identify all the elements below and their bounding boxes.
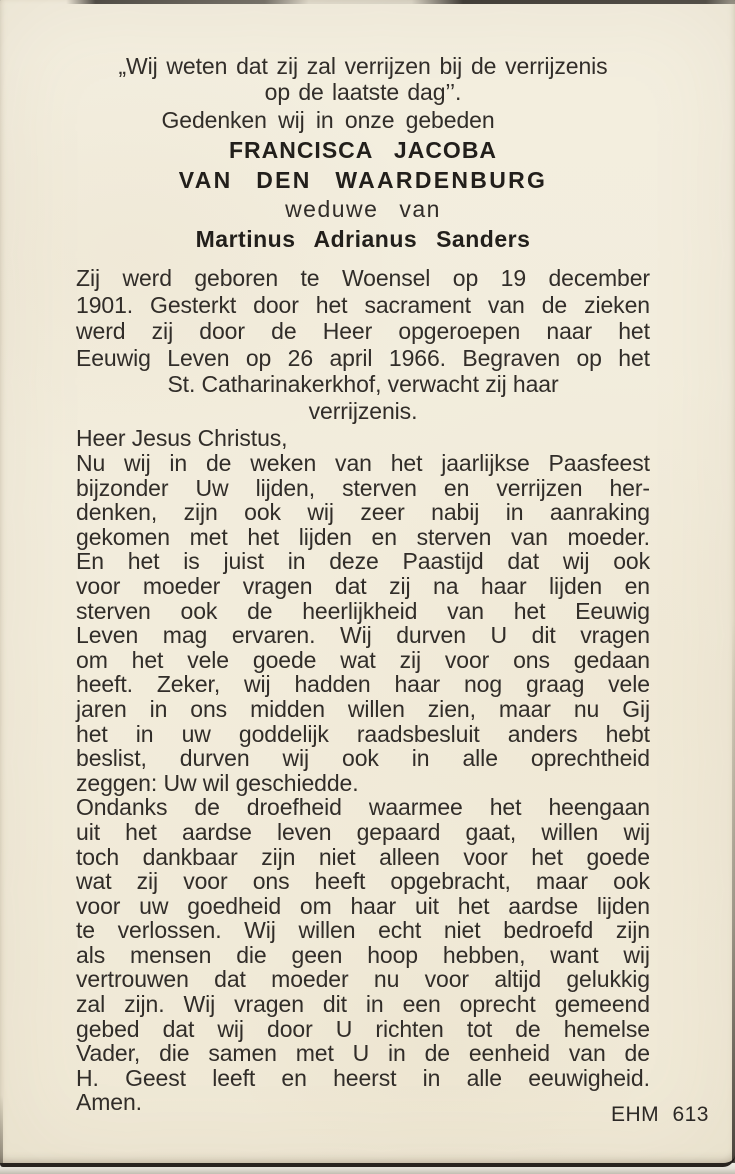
word: 1901. — [76, 291, 134, 318]
word: dat — [214, 966, 246, 993]
biography-paragraph — [76, 265, 650, 424]
word: heeft. — [76, 671, 133, 698]
word: zeer — [360, 499, 405, 526]
word: Wij — [339, 622, 372, 649]
word: Eeuwig — [76, 344, 151, 371]
word: sterven — [342, 474, 417, 501]
word: het — [513, 597, 546, 624]
word: wij — [623, 941, 650, 968]
word: het — [131, 646, 164, 673]
word: zien, — [427, 695, 476, 722]
word: van — [447, 597, 484, 624]
text-line — [76, 292, 650, 319]
text-line — [76, 623, 650, 648]
word: Zij — [76, 265, 100, 291]
word: de — [194, 794, 220, 821]
word: het — [457, 892, 490, 919]
prayer-paragraph-1 — [76, 451, 650, 795]
word: de — [424, 1040, 450, 1067]
word: goede — [586, 843, 650, 870]
text-line — [76, 500, 650, 525]
word: graag — [525, 671, 585, 698]
word: in — [388, 1040, 406, 1067]
word: te — [76, 917, 95, 944]
word: het — [489, 794, 522, 821]
word: sterven — [416, 523, 492, 550]
word: mensen — [130, 941, 212, 968]
word: aanraking — [549, 499, 650, 526]
word: dit — [531, 622, 556, 649]
word: zij — [136, 868, 159, 895]
word: december — [548, 265, 650, 291]
word: het — [76, 720, 108, 747]
word: lijden — [549, 572, 603, 599]
word: zijn — [615, 917, 650, 944]
word: oprecht — [459, 991, 536, 1018]
word: dit — [322, 991, 347, 1018]
word: voor — [76, 572, 121, 599]
word: waarmee — [368, 794, 463, 821]
word: willen — [347, 695, 405, 722]
word: midden — [250, 695, 325, 722]
word: 26 — [287, 344, 314, 371]
word: haar — [350, 892, 397, 919]
text-line — [76, 820, 650, 845]
word: deze — [329, 548, 379, 575]
word: richten — [375, 1015, 444, 1042]
word: ons — [513, 646, 550, 673]
word: durven — [396, 622, 466, 649]
word: altijd — [494, 966, 542, 993]
word: op — [245, 344, 272, 371]
text-line — [76, 648, 650, 673]
husband-name: Martinus Adrianus Sanders — [195, 226, 531, 252]
word: 1966. — [388, 344, 446, 371]
word: ook — [613, 868, 650, 895]
word: uit — [414, 892, 439, 919]
word: maar — [535, 868, 588, 895]
word: U — [335, 1015, 353, 1042]
word: mag — [162, 622, 208, 649]
word: opgebracht, — [390, 868, 511, 895]
word: te — [300, 265, 320, 291]
text-line — [76, 697, 650, 722]
word: nu — [373, 966, 400, 993]
word: na — [433, 572, 459, 599]
word: zieken — [584, 291, 650, 318]
word: ook — [244, 499, 281, 526]
word: goede — [252, 646, 317, 673]
word: Vader, — [76, 1040, 141, 1067]
word: Zeker, — [156, 671, 221, 698]
word: in — [411, 745, 430, 772]
word: Ondanks — [76, 794, 168, 821]
word: U — [490, 622, 508, 649]
word: tot — [466, 1015, 493, 1042]
word: als — [76, 941, 106, 968]
text-line — [76, 943, 650, 968]
word: ons — [190, 695, 228, 722]
word: Wij — [183, 991, 216, 1018]
word: sacrament — [364, 291, 471, 318]
word: haar — [480, 572, 527, 599]
word: want — [550, 941, 599, 968]
word: gelukkig — [566, 966, 650, 993]
word: bijzonder — [76, 474, 169, 501]
word: Gesterkt — [150, 291, 237, 318]
word: voor — [444, 646, 490, 673]
text-line — [76, 549, 650, 574]
word: alleen — [379, 843, 440, 870]
text-line — [76, 746, 650, 771]
word: dat — [507, 548, 540, 575]
text-line — [76, 574, 650, 599]
word: om — [299, 892, 332, 919]
word: een — [402, 991, 441, 1018]
word: beslist, — [76, 745, 147, 772]
text-line: verrijzenis. — [308, 397, 418, 424]
word: en — [624, 572, 650, 599]
word: bedroefd — [503, 917, 594, 944]
word: wij — [244, 671, 271, 698]
word: vragen — [242, 572, 313, 599]
word: wat — [340, 646, 376, 673]
word: heengaan — [548, 794, 650, 821]
word: het — [531, 843, 563, 870]
word: hoop — [367, 941, 418, 968]
word: het — [127, 548, 160, 575]
word: anders — [507, 720, 578, 747]
word: uit — [76, 818, 100, 845]
word: 19 — [500, 265, 527, 291]
word: het — [618, 344, 650, 371]
text-line — [76, 599, 650, 624]
word: die — [159, 1040, 190, 1067]
text-line — [76, 845, 650, 870]
word: zij — [151, 318, 174, 344]
word: hebt — [605, 720, 650, 747]
word: goedheid — [187, 892, 282, 919]
word: lijden — [596, 892, 650, 919]
text-line: St. Catharinakerkhof, verwacht zij haar — [167, 371, 559, 397]
word: gemeend — [554, 991, 650, 1018]
word: in — [422, 1064, 441, 1091]
word: hadden — [294, 671, 371, 698]
word: maar — [498, 695, 551, 722]
word: uw — [139, 892, 169, 919]
word: Uw — [195, 474, 229, 501]
word: voor — [183, 868, 228, 895]
word: gekomen — [76, 523, 170, 550]
word: Paastijd — [402, 548, 484, 575]
word: het — [390, 450, 423, 476]
word: haar — [394, 671, 441, 698]
card-text — [76, 0, 650, 1115]
word: aardse — [508, 892, 579, 919]
word: moeder. — [567, 523, 650, 550]
word: en — [371, 523, 397, 550]
word: wij — [124, 450, 151, 476]
word: in — [505, 499, 524, 526]
word: leeft — [212, 1064, 256, 1091]
deceased-name-line2: VAN DEN WAARDENBURG — [178, 167, 548, 193]
word: Geest — [125, 1064, 186, 1091]
word: oprechtheid — [530, 745, 650, 772]
word: Paasfeest — [548, 450, 650, 476]
text-line — [76, 345, 650, 372]
word: zijn — [183, 499, 218, 526]
text-line — [76, 918, 650, 943]
word: opgeroepen — [398, 318, 521, 344]
word: ook — [613, 548, 650, 575]
word: weken — [250, 450, 317, 476]
word: op — [576, 344, 602, 371]
word: nog — [463, 671, 503, 698]
word: toch — [76, 843, 120, 870]
word: raadsbesluit — [356, 720, 480, 747]
text-line — [76, 451, 650, 476]
word: om — [76, 646, 108, 673]
word: vragen — [234, 991, 304, 1018]
word: wij — [217, 1015, 244, 1042]
word: heeft — [314, 868, 366, 895]
word: eenheid — [468, 1040, 550, 1067]
opening-quote-line2: op de laatste dag’’. — [264, 79, 462, 105]
word: wij — [282, 745, 310, 772]
text-line: Amen. — [76, 1089, 142, 1116]
word: zijn. — [124, 991, 165, 1018]
word: van — [335, 450, 372, 476]
word: werd — [122, 265, 172, 291]
text-line: zeggen: Uw wil geschiedde. — [76, 769, 359, 796]
word: uw — [181, 720, 211, 747]
word: wij — [562, 548, 590, 575]
word: moeder — [142, 572, 221, 599]
word: ook — [342, 745, 379, 772]
word: jaarlijkse — [441, 450, 530, 476]
word: wij — [307, 499, 334, 526]
word: samen — [208, 1040, 277, 1067]
widow-label: weduwe van — [285, 196, 441, 222]
word: vele — [608, 671, 650, 698]
word: de — [515, 1015, 541, 1042]
word: sterven — [76, 597, 151, 624]
word: in — [287, 548, 306, 575]
word: naar — [546, 318, 593, 344]
text-line — [76, 318, 650, 345]
word: door — [199, 318, 245, 344]
word: gepaard — [356, 818, 441, 845]
word: verrijzen — [496, 474, 583, 501]
text-line — [76, 722, 650, 747]
word: verlossen. — [117, 917, 222, 944]
word: door — [253, 291, 299, 318]
word: ook — [180, 597, 218, 624]
word: juist — [223, 548, 264, 575]
word: En — [76, 548, 104, 575]
print-code: EHM 613 — [610, 1103, 709, 1126]
word: met — [189, 523, 228, 550]
word: in — [169, 450, 188, 476]
word: alle — [462, 745, 498, 772]
word: zal — [76, 991, 106, 1018]
text-line — [76, 992, 650, 1017]
word: echt — [378, 917, 422, 944]
card-top-edge-shadow — [0, 0, 735, 4]
word: Begraven — [462, 344, 561, 371]
word: gebed — [76, 1015, 140, 1042]
word: alle — [466, 1064, 502, 1091]
word: geen — [291, 941, 343, 968]
word: in — [135, 720, 154, 747]
word: het — [247, 523, 280, 550]
word: de — [205, 450, 232, 476]
word: heerlijkheid — [302, 597, 418, 624]
text-line — [76, 672, 650, 697]
word: nu — [573, 695, 600, 722]
word: het — [618, 318, 650, 344]
text-line — [76, 476, 650, 501]
text-line — [76, 1017, 650, 1042]
text-line — [76, 525, 650, 550]
text-line — [76, 869, 650, 894]
word: willen — [298, 917, 356, 944]
word: vragen — [580, 622, 650, 649]
text-line — [76, 1041, 650, 1066]
word: her- — [609, 474, 650, 501]
word: U — [352, 1040, 370, 1067]
word: april — [329, 344, 373, 371]
word: werd — [76, 318, 126, 344]
word: van — [568, 1040, 606, 1067]
text-line — [76, 967, 650, 992]
opening-quote-line1: „Wij weten dat zij zal verrijzen bij de verrijzenis — [118, 53, 608, 79]
word: vertrouwen — [76, 966, 189, 993]
word: de — [624, 1040, 650, 1067]
word: Leven — [76, 622, 139, 649]
word: en — [281, 1064, 307, 1091]
word: vele — [187, 646, 229, 673]
word: gaat, — [465, 818, 517, 845]
word: Wij — [244, 917, 276, 944]
word: goddelijk — [238, 720, 329, 747]
word: eeuwigheid. — [528, 1064, 650, 1091]
word: wat — [76, 868, 112, 895]
word: wij — [623, 818, 650, 845]
word: Leven — [167, 344, 230, 371]
word: voor — [76, 892, 121, 919]
word: nabij — [431, 499, 480, 526]
word: hebben, — [442, 941, 526, 968]
word: Heer — [322, 318, 373, 344]
text-line — [76, 1066, 650, 1091]
text-line — [76, 795, 650, 820]
prayer-paragraph-2 — [76, 795, 650, 1115]
word: lijden — [298, 523, 352, 550]
word: dat — [334, 572, 367, 599]
word: hemelse — [563, 1015, 650, 1042]
word: zijn — [261, 843, 296, 870]
word: durven — [179, 745, 250, 772]
word: niet — [318, 843, 356, 870]
word: dat — [162, 1015, 195, 1042]
word: die — [236, 941, 267, 968]
deceased-name-line1: FRANCISCA JACOBA — [228, 137, 498, 163]
word: is — [183, 548, 200, 575]
word: lijden, — [255, 474, 316, 501]
word: droefheid — [246, 794, 342, 821]
word: de — [541, 291, 568, 318]
word: H. — [76, 1064, 99, 1091]
word: leven — [276, 818, 332, 845]
word: Eeuwig — [575, 597, 650, 624]
word: willen — [541, 818, 599, 845]
word: ons — [252, 868, 290, 895]
word: Woensel — [341, 265, 431, 291]
word: het — [315, 291, 348, 318]
word: de — [247, 597, 273, 624]
word: het — [125, 818, 157, 845]
word: Gij — [622, 695, 650, 722]
word: met — [295, 1040, 334, 1067]
word: voor — [463, 843, 508, 870]
word: voor — [424, 966, 469, 993]
word: van — [487, 291, 525, 318]
word: jaren — [76, 695, 127, 722]
word: de — [271, 318, 297, 344]
word: op — [452, 265, 479, 291]
word: ervaren. — [231, 622, 316, 649]
word: in — [365, 991, 384, 1018]
word: gedaan — [573, 646, 650, 673]
text-line — [76, 265, 650, 292]
word: geboren — [194, 265, 279, 291]
word: dankbaar — [142, 843, 238, 870]
word: heerst — [333, 1064, 397, 1091]
word: in — [149, 695, 168, 722]
text-line — [76, 894, 650, 919]
word: Nu — [76, 450, 106, 476]
word: van — [511, 523, 548, 550]
word: moeder — [271, 966, 349, 993]
word: aardse — [182, 818, 252, 845]
word: zij — [389, 572, 411, 599]
word: door — [267, 1015, 313, 1042]
word: denken, — [76, 499, 158, 526]
intro-line: Gedenken wij in onze gebeden — [161, 107, 495, 133]
word: zij — [399, 646, 422, 673]
prayer-salutation: Heer Jesus Christus, — [76, 425, 288, 451]
word: en — [443, 474, 470, 501]
card-left-edge-shadow — [0, 1095, 3, 1163]
word: niet — [443, 917, 481, 944]
